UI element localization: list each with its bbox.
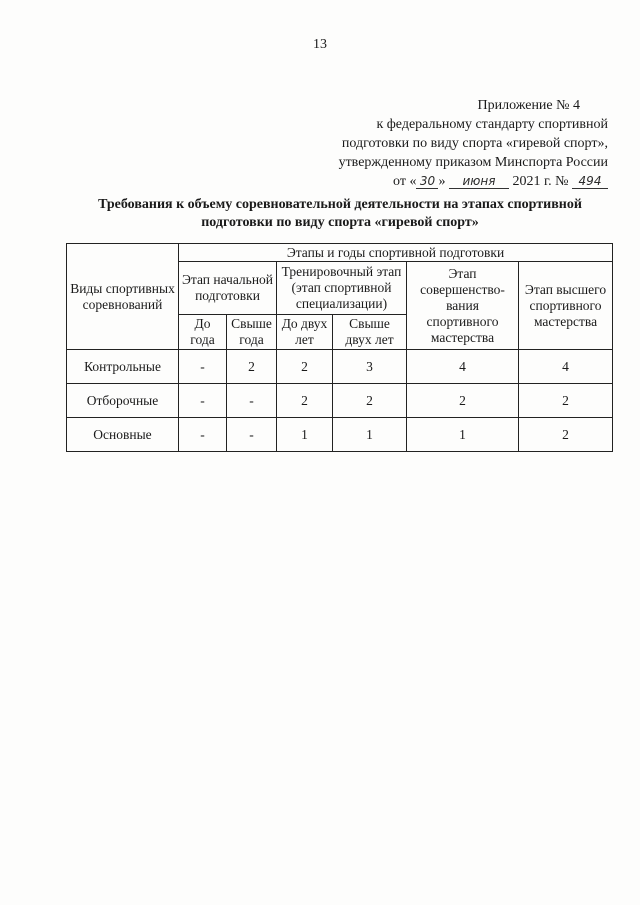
- title-line-1: Требования к объему соревновательной деятельности на этапах спортивной: [98, 197, 582, 212]
- date-quote-close: »: [438, 174, 446, 189]
- handwritten-order-number: 494: [572, 174, 608, 189]
- competition-type: Основные: [67, 418, 179, 452]
- table-cell: -: [227, 384, 277, 418]
- stage-header-higher: Этап высшего спортивного мастерства: [519, 262, 613, 350]
- competition-type: Отборочные: [67, 384, 179, 418]
- date-year: 2021 г. №: [512, 174, 569, 189]
- table-row: [67, 384, 613, 418]
- table-cell: -: [179, 418, 227, 452]
- table-cell: 2: [519, 384, 613, 418]
- annex-date-line: [308, 172, 608, 191]
- document-title: [70, 196, 610, 232]
- table-row: [67, 418, 613, 452]
- sub-header-over-two-years: Свыше двух лет: [333, 315, 407, 350]
- header-row-1: [67, 244, 613, 262]
- date-prefix: от «: [393, 174, 417, 189]
- table-cell: 3: [333, 350, 407, 384]
- table-cell: 2: [227, 350, 277, 384]
- table-cell: 4: [407, 350, 519, 384]
- table-cell: 2: [407, 384, 519, 418]
- table-cell: -: [179, 350, 227, 384]
- table-cell: 1: [407, 418, 519, 452]
- sub-header-up-to-two-years: До двух лет: [277, 315, 333, 350]
- sub-header-over-year: Свыше года: [227, 315, 277, 350]
- table-cell: 2: [277, 384, 333, 418]
- annex-header: [308, 96, 608, 191]
- page-number: 13: [313, 37, 327, 52]
- table-cell: 4: [519, 350, 613, 384]
- table-cell: -: [179, 384, 227, 418]
- handwritten-day: 30: [416, 174, 438, 189]
- table-cell: 2: [333, 384, 407, 418]
- competition-type: Контрольные: [67, 350, 179, 384]
- annex-line-3: подготовки по виду спорта «гиревой спорт»,: [341, 136, 608, 151]
- stages-header: Этапы и годы спортивной подготовки: [179, 244, 613, 262]
- sub-header-up-to-year: До года: [179, 315, 227, 350]
- stage-header-improvement: Этап совершенство-вания спортивного мастерства: [407, 262, 519, 350]
- annex-line-4: утвержденному приказом Минспорта России: [338, 155, 608, 170]
- stage-header-initial: Этап начальной подготовки: [179, 262, 277, 315]
- table-cell: -: [227, 418, 277, 452]
- stage-header-training: Тренировочный этап (этап спортивной специализации): [277, 262, 407, 315]
- handwritten-month: июня: [449, 174, 509, 189]
- annex-title: Приложение № 4: [477, 98, 580, 113]
- table-cell: 2: [519, 418, 613, 452]
- table-cell: 2: [277, 350, 333, 384]
- row-header-cell: Виды спортивных соревнований: [67, 244, 179, 350]
- table-row: [67, 350, 613, 384]
- table-cell: 1: [277, 418, 333, 452]
- table-cell: 1: [333, 418, 407, 452]
- requirements-table: [66, 243, 613, 452]
- title-line-2: подготовки по виду спорта «гиревой спорт»: [201, 215, 479, 230]
- annex-line-2: к федеральному стандарту спортивной: [376, 117, 608, 132]
